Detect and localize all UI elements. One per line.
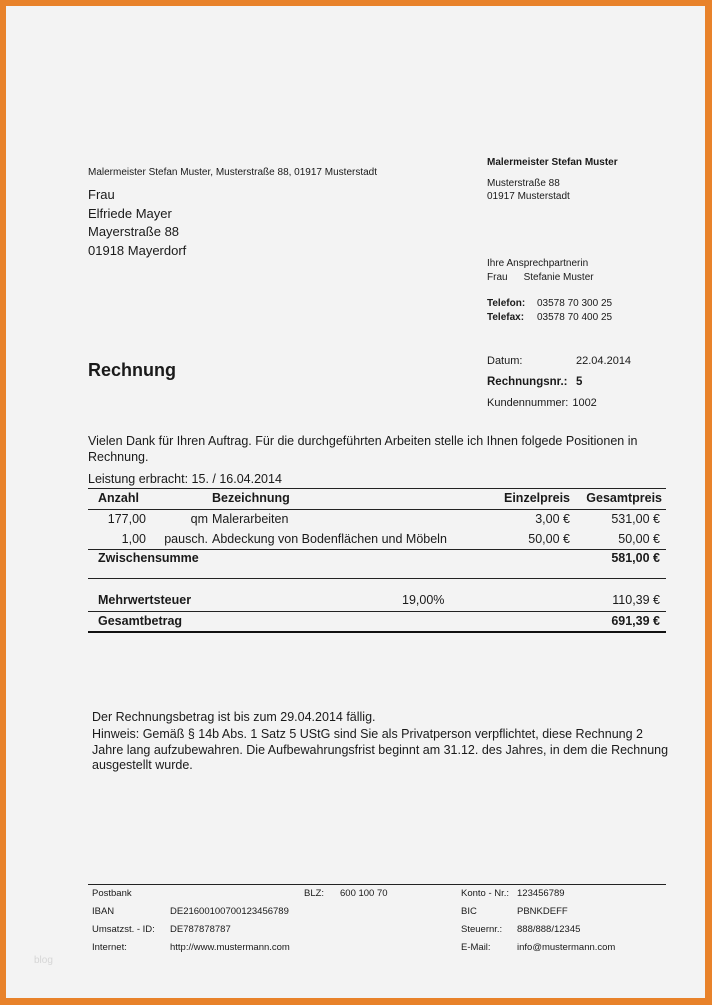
watermark: blog [34,955,53,966]
qty: 177,00 [107,512,146,526]
legal-note: Hinweis: Gemäß § 14b Abs. 1 Satz 5 UStG sind Sie als Privatperson verpflichtet, diese Rechnung 2 Jahre lang aufzubewahren. Die Aufbewahrungsfrist beginnt am 31.12. des Jahres, in dem die Rechnung ausgestellt wurde. [92,727,669,772]
recipient-street: Mayerstraße 88 [88,224,180,239]
bank-name: Postbank [92,888,132,899]
vat-label: Mehrwertsteuer [98,593,192,607]
steuernr-label: Steuernr.: [461,924,503,935]
qty: 1,00 [121,532,146,546]
service-date: Leistung erbracht: 15. / 16.04.2014 [88,472,282,486]
recipient-city: 01918 Mayerdorf [88,242,187,258]
intro-text: Vielen Dank für Ihren Auftrag. Für die durchgeführten Arbeiten stelle ich Ihnen folgede Positionen in Rechnung. [88,434,638,464]
line-items-table [88,488,666,633]
blz-label: BLZ: [304,888,325,899]
email-label: E-Mail: [461,942,491,953]
header-desc: Bezeichnung [212,491,290,505]
footer-bank-details [88,884,666,957]
document-title: Rechnung [88,360,176,380]
iban-value: DE21600100700123456789 [170,906,289,917]
ustid-label: Umsatzst. - ID: [92,924,155,935]
recipient-salutation: Frau [88,187,115,202]
company-name: Malermeister Stefan Muster [487,157,618,168]
steuernr-value: 888/888/12345 [517,924,581,935]
divider [88,631,666,633]
grand-total-row [88,612,666,631]
company-address [487,177,570,203]
contact-label: Ihre Ansprechpartnerin [487,258,589,269]
customer-number: 1002 [572,397,597,409]
ustid-value: DE787878787 [170,924,231,935]
invoice-number: 5 [576,376,583,388]
header-qty: Anzahl [98,491,139,505]
sender-return-address: Malermeister Stefan Muster, Musterstraße 88, 01917 Musterstadt [88,167,378,178]
table-header [88,489,666,509]
contact-salutation: Frau [487,271,508,283]
internet-label: Internet: [92,942,127,953]
vat-row [88,579,666,611]
subtotal-row [88,550,666,578]
konto-label: Konto - Nr.: [461,888,510,899]
header-unit-price: Einzelpreis [504,491,570,505]
table-row [88,510,666,530]
bic-value: PBNKDEFF [517,906,568,917]
unit: pausch. [164,532,208,546]
fax-number: 03578 70 400 25 [537,312,613,323]
unit: qm [190,512,208,526]
fax-label: Telefax: [487,312,525,323]
customer-number-label: Kundennummer: [487,397,569,409]
invoice-date: 22.04.2014 [576,355,632,367]
subtotal-value: 581,00 € [611,551,660,565]
blz-value: 600 100 70 [340,888,388,899]
bic-label: BIC [461,906,477,917]
invoice-number-label: Rechnungsnr.: [487,376,568,388]
line-total: 50,00 € [618,532,660,546]
table-row [88,530,666,549]
phone-label: Telefon: [487,298,526,309]
description: Abdeckung von Bodenflächen und Möbeln [212,532,447,546]
grand-total-label: Gesamtbetrag [98,614,183,628]
contact-person [487,257,594,284]
grand-total-value: 691,39 € [611,614,660,628]
description: Malerarbeiten [212,512,289,526]
konto-value: 123456789 [517,888,565,899]
iban-label: IBAN [92,906,115,917]
company-city: 01917 Musterstadt [487,191,570,202]
date-label: Datum: [487,355,523,367]
contact-name: Stefanie Muster [523,271,594,283]
company-street: Musterstraße 88 [487,178,560,189]
invoice-meta [487,354,631,417]
website-link[interactable]: http://www.mustermann.com [170,942,290,953]
vat-value: 110,39 € [612,593,660,607]
recipient-name: Elfriede Mayer [88,205,172,221]
email-link[interactable]: info@mustermann.com [517,942,616,953]
unit-price: 3,00 € [535,512,570,526]
line-total: 531,00 € [611,512,660,526]
subtotal-label: Zwischensumme [98,551,199,565]
phone-block [487,297,612,325]
due-note: Der Rechnungsbetrag ist bis zum 29.04.2014 fällig. [92,710,376,724]
recipient-address [88,186,186,260]
phone-number: 03578 70 300 25 [537,298,613,309]
header-total: Gesamtpreis [586,491,662,505]
unit-price: 50,00 € [528,532,570,546]
vat-rate: 19,00% [402,593,445,607]
